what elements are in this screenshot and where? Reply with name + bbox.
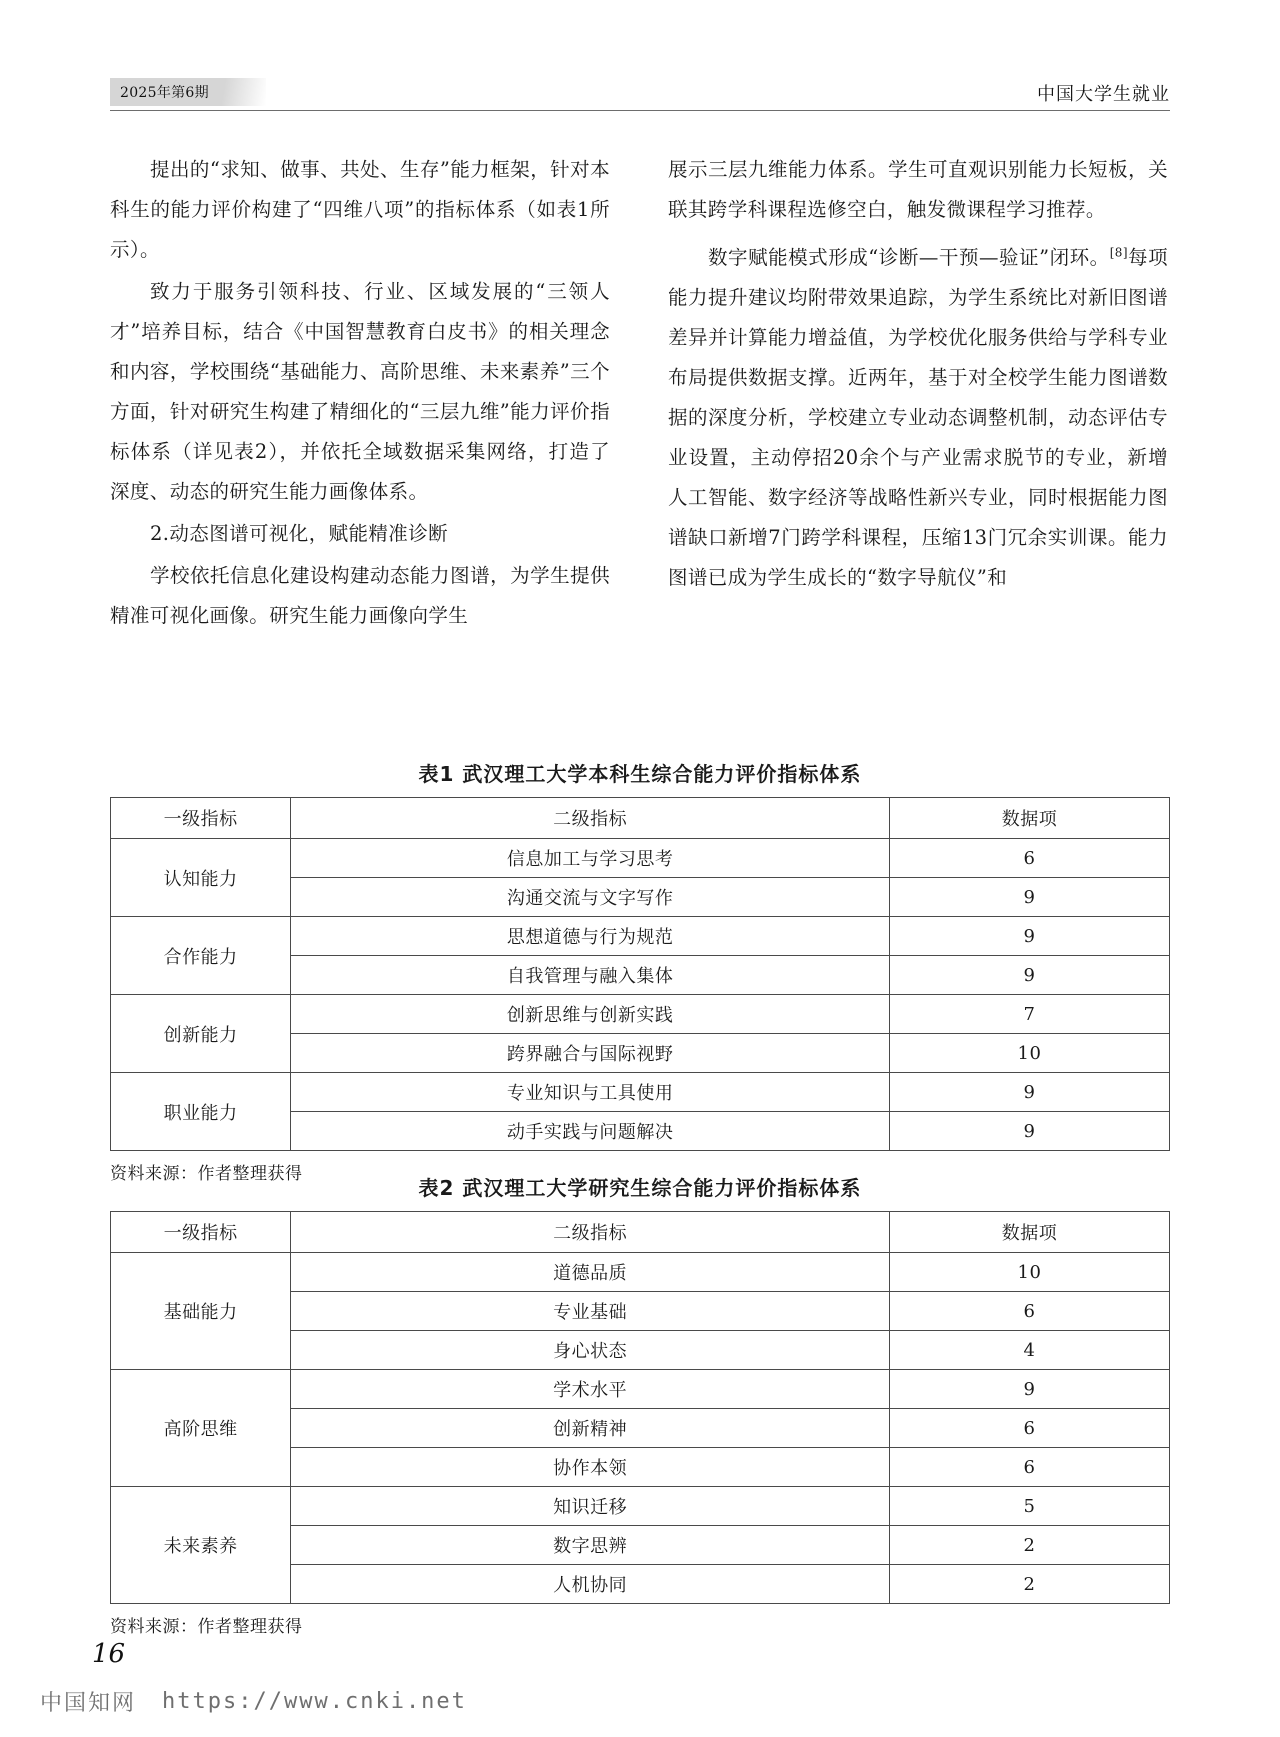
issue-label: 2025年第6期 (110, 78, 266, 106)
cell-secondary: 专业基础 (291, 1292, 890, 1331)
cell-secondary: 创新思维与创新实践 (291, 995, 890, 1034)
subsection-heading: 2.动态图谱可视化，赋能精准诊断 (150, 522, 449, 545)
table2-source: 资料来源：作者整理获得 (110, 1617, 303, 1637)
group-cell: 认知能力 (111, 839, 291, 917)
cell-count: 9 (890, 1073, 1170, 1112)
body-columns (110, 150, 1170, 638)
cell-count: 9 (890, 878, 1170, 917)
left-column (110, 150, 610, 638)
cnki-logo-text: 中国知网 (40, 1691, 137, 1716)
cell-secondary: 身心状态 (291, 1331, 890, 1370)
cell-count: 7 (890, 995, 1170, 1034)
cell-secondary: 协作本领 (291, 1448, 890, 1487)
paragraph: 提出的“求知、做事、共处、生存”能力框架，针对本科生的能力评价构建了“四维八项”的指标体系（如表1所示）。 (110, 158, 610, 261)
table-header-row (111, 798, 1170, 839)
column-header: 数据项 (890, 798, 1170, 839)
cell-secondary: 学术水平 (291, 1370, 890, 1409)
cell-secondary: 跨界融合与国际视野 (291, 1034, 890, 1073)
cell-secondary: 数字思辨 (291, 1526, 890, 1565)
cell-secondary: 知识迁移 (291, 1487, 890, 1526)
table-row (111, 917, 1170, 956)
table1-title: 表1 武汉理工大学本科生综合能力评价指标体系 (418, 762, 862, 786)
column-header: 二级指标 (291, 798, 890, 839)
cell-secondary: 自我管理与融入集体 (291, 956, 890, 995)
page-header (110, 78, 1170, 108)
table2 (110, 1211, 1170, 1604)
cell-secondary: 思想道德与行为规范 (291, 917, 890, 956)
cell-count: 10 (890, 1034, 1170, 1073)
cell-count: 6 (890, 1292, 1170, 1331)
group-cell: 合作能力 (111, 917, 291, 995)
table2-title: 表2 武汉理工大学研究生综合能力评价指标体系 (418, 1176, 862, 1200)
cell-count: 10 (890, 1253, 1170, 1292)
paragraph: 致力于服务引领科技、行业、区域发展的“三领人才”培养目标，结合《中国智慧教育白皮书》的相关理念和内容，学校围绕“基础能力、高阶思维、未来素养”三个方面，针对研究生构建了精细化的“三层九维”能力评价指标体系（详见表2），并依托全域数据采集网络，打造了深度、动态的研究生能力画像体系。 (110, 280, 610, 503)
paragraph: 学校依托信息化建设构建动态能力图谱，为学生提供精准可视化画像。研究生能力画像向学生 (110, 564, 610, 627)
cell-count: 9 (890, 956, 1170, 995)
cell-count: 2 (890, 1526, 1170, 1565)
cell-secondary: 沟通交流与文字写作 (291, 878, 890, 917)
column-header: 一级指标 (111, 798, 291, 839)
cell-count: 9 (890, 1112, 1170, 1151)
group-cell: 创新能力 (111, 995, 291, 1073)
cell-secondary: 动手实践与问题解决 (291, 1112, 890, 1151)
cell-secondary: 专业知识与工具使用 (291, 1073, 890, 1112)
table-row (111, 1370, 1170, 1409)
table1-source: 资料来源：作者整理获得 (110, 1164, 303, 1184)
group-cell: 高阶思维 (111, 1370, 291, 1487)
paragraph-text: 数字赋能模式形成“诊断—干预—验证”闭环。[8]每项能力提升建议均附带效果追踪，为学生系统比对新旧图谱差异并计算能力增益值，为学校优化服务供给与学科专业布局提供数据支撑。近两年，基于对全校学生能力图谱数据的深度分析，学校建立专业动态调整机制，动态评估专业设置，主动停招20余个与产业需求脱节的专业，新增人工智能、数字经济等战略性新兴专业，同时根据能力图谱缺口新增7门跨学科课程，压缩13门冗余实训课。能力图谱已成为学生成长的“数字导航仪”和 (668, 245, 1168, 589)
table-row (111, 1487, 1170, 1526)
table1 (110, 797, 1170, 1151)
header-divider (110, 110, 1170, 111)
cell-secondary: 创新精神 (291, 1409, 890, 1448)
column-header: 数据项 (890, 1212, 1170, 1253)
footnote-marker: [8] (1109, 245, 1128, 259)
cell-count: 2 (890, 1565, 1170, 1604)
table-row (111, 839, 1170, 878)
column-header: 一级指标 (111, 1212, 291, 1253)
cell-secondary: 人机协同 (291, 1565, 890, 1604)
table-row (111, 1253, 1170, 1292)
cell-secondary: 道德品质 (291, 1253, 890, 1292)
cnki-watermark (40, 1686, 467, 1717)
group-cell: 未来素养 (111, 1487, 291, 1604)
table-header-row (111, 1212, 1170, 1253)
group-cell: 职业能力 (111, 1073, 291, 1151)
cell-count: 6 (890, 1448, 1170, 1487)
group-cell: 基础能力 (111, 1253, 291, 1370)
cell-count: 4 (890, 1331, 1170, 1370)
cell-count: 6 (890, 839, 1170, 878)
paragraph (668, 232, 1168, 598)
cell-count: 9 (890, 1370, 1170, 1409)
cell-count: 9 (890, 917, 1170, 956)
table2-block (110, 1172, 1170, 1637)
paragraph: 展示三层九维能力体系。学生可直观识别能力长短板，关联其跨学科课程选修空白，触发微课程学习推荐。 (668, 158, 1168, 221)
table1-block (110, 758, 1170, 1184)
cell-secondary: 信息加工与学习思考 (291, 839, 890, 878)
journal-title: 中国大学生就业 (1037, 84, 1170, 105)
column-header: 二级指标 (291, 1212, 890, 1253)
right-column (668, 150, 1168, 638)
cell-count: 6 (890, 1409, 1170, 1448)
cnki-url: https://www.cnki.net (162, 1689, 467, 1714)
page-number: 16 (92, 1639, 126, 1669)
cell-count: 5 (890, 1487, 1170, 1526)
table-row (111, 1073, 1170, 1112)
table-row (111, 995, 1170, 1034)
